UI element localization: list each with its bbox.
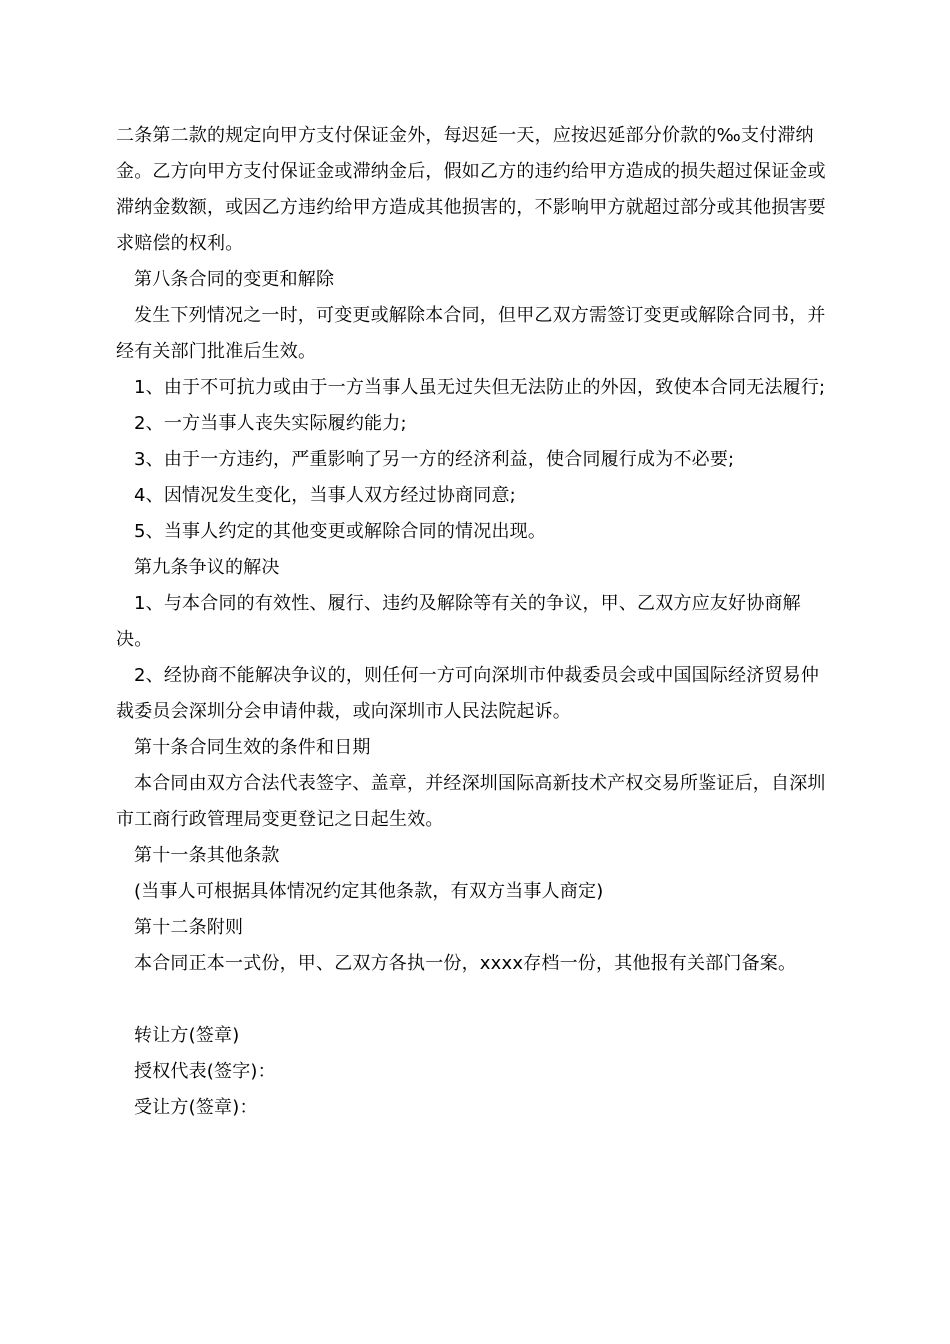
heading-article-11: 第十一条其他条款 xyxy=(134,845,280,866)
list-item-9-2: 2、经协商不能解决争议的，则任何一方可向深圳市仲裁委员会或中国国际经济贸易仲裁委员会深圳分会申请仲裁，或向深圳市人民法院起诉。 xyxy=(116,665,820,722)
list-item-8-3: 3、由于一方违约，严重影响了另一方的经济利益，使合同履行成为不必要; xyxy=(134,449,735,470)
signature-transferor: 转让方(签章) xyxy=(134,1025,240,1046)
list-item-9-1: 1、与本合同的有效性、履行、违约及解除等有关的争议，甲、乙双方应友好协商解决。 xyxy=(116,593,801,650)
heading-article-8: 第八条合同的变更和解除 xyxy=(134,269,335,290)
paragraph-article-10: 本合同由双方合法代表签字、盖章，并经深圳国际高新技术产权交易所鉴证后，自深圳市工商行政管理局变更登记之日起生效。 xyxy=(116,773,826,830)
signature-authorized-rep: 授权代表(签字)： xyxy=(134,1061,276,1082)
paragraph-article-11: (当事人可根据具体情况约定其他条款，有双方当事人商定) xyxy=(134,881,604,902)
paragraph-penalty-continued: 二条第二款的规定向甲方支付保证金外，每迟延一天，应按迟延部分价款的‰支付滞纳金。乙方向甲方支付保证金或滞纳金后，假如乙方的违约给甲方造成的损失超过保证金或滞纳金数额，或因乙方违约给甲方造成其他损害的，不影响甲方就超过部分或其他损害要求赔偿的权利。 xyxy=(116,125,826,254)
list-item-8-4: 4、因情况发生变化，当事人双方经过协商同意; xyxy=(134,485,516,506)
list-item-8-2: 2、一方当事人丧失实际履约能力; xyxy=(134,413,407,434)
heading-article-12: 第十二条附则 xyxy=(134,917,244,938)
paragraph-article-12: 本合同正本一式份，甲、乙双方各执一份，xxxx存档一份，其他报有关部门备案。 xyxy=(134,953,797,974)
document-body xyxy=(116,118,836,1126)
list-item-8-5: 5、当事人约定的其他变更或解除合同的情况出现。 xyxy=(134,521,547,542)
signature-block xyxy=(116,1018,836,1126)
list-item-8-1: 1、由于不可抗力或由于一方当事人虽无过失但无法防止的外因，致使本合同无法履行; xyxy=(134,377,826,398)
heading-article-10: 第十条合同生效的条件和日期 xyxy=(134,737,371,758)
heading-article-9: 第九条争议的解决 xyxy=(134,557,280,578)
paragraph-article-8-intro: 发生下列情况之一时，可变更或解除本合同，但甲乙双方需签订变更或解除合同书，并经有关部门批准后生效。 xyxy=(116,305,826,362)
signature-transferee: 受让方(签章)： xyxy=(134,1097,258,1118)
